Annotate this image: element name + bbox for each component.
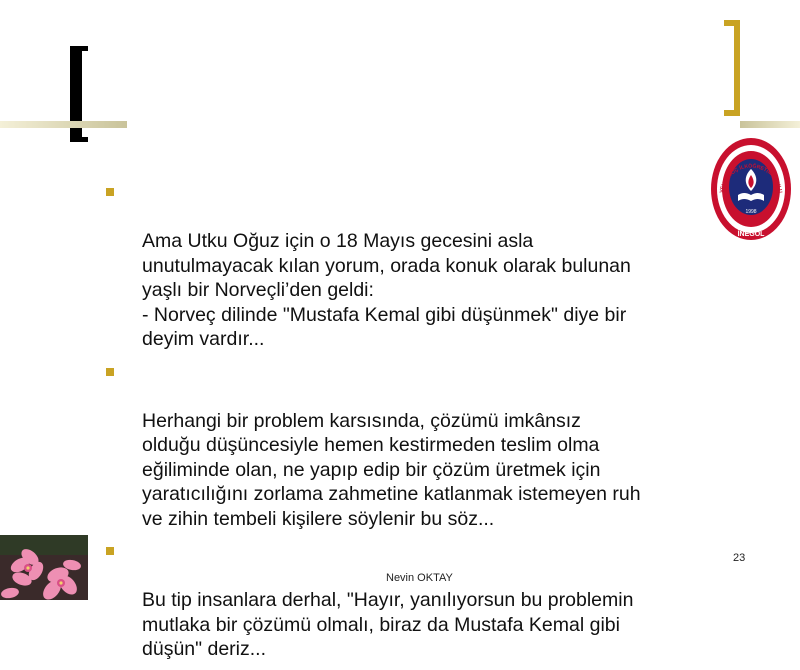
logo-bottom-text: İNEGÖL — [737, 231, 765, 238]
bullet-text: Ama Utku Oğuz için o 18 Mayıs gecesini asla unutulmayacak kılan yorum, orada konuk olarak bulunan yaşlı bir Norveçli’den geldi: - Norveç dilinde "Mustafa Kemal gibi düşünmek" diye bir deyim vardır... — [142, 230, 631, 350]
title-bracket-right — [734, 20, 740, 116]
title-rule-left — [0, 121, 127, 128]
bullet-text: Bu tip insanlara derhal, "Hayır, yanılıyorsun bu problemin mutlaka bir çözümü olmalı, biraz da Mustafa Kemal gibi düşün" deriz... — [142, 589, 634, 660]
bullet-text: Herhangi bir problem karsısında, çözümü imkânsız olduğu düşüncesiyle hemen kestirmeden teslim olma eğiliminde olan, ne yapıp edip bir çözüm üretmek için yaratıcılığını zorlama zahmetine katlanmak istemeyen ruh ve zihin tembeli kişilere söylenir bu söz... — [142, 409, 641, 530]
author-name: Nevin OKTAY — [386, 572, 453, 584]
logo-ring-text: VEHBİ KOÇ İLKÖĞRETİM OKULU — [719, 163, 783, 194]
school-logo — [708, 135, 794, 243]
bullet-item — [106, 360, 716, 532]
bullet-item — [106, 539, 716, 662]
page-number: 23 — [733, 552, 746, 564]
flower-photo — [0, 535, 88, 600]
bullet-icon — [106, 188, 114, 196]
logo-year: 1998 — [745, 209, 757, 215]
bullet-item — [106, 180, 716, 352]
bullet-icon — [106, 368, 114, 376]
bullet-icon — [106, 547, 114, 555]
bullet-list — [106, 180, 716, 670]
title-rule-right — [740, 121, 800, 128]
